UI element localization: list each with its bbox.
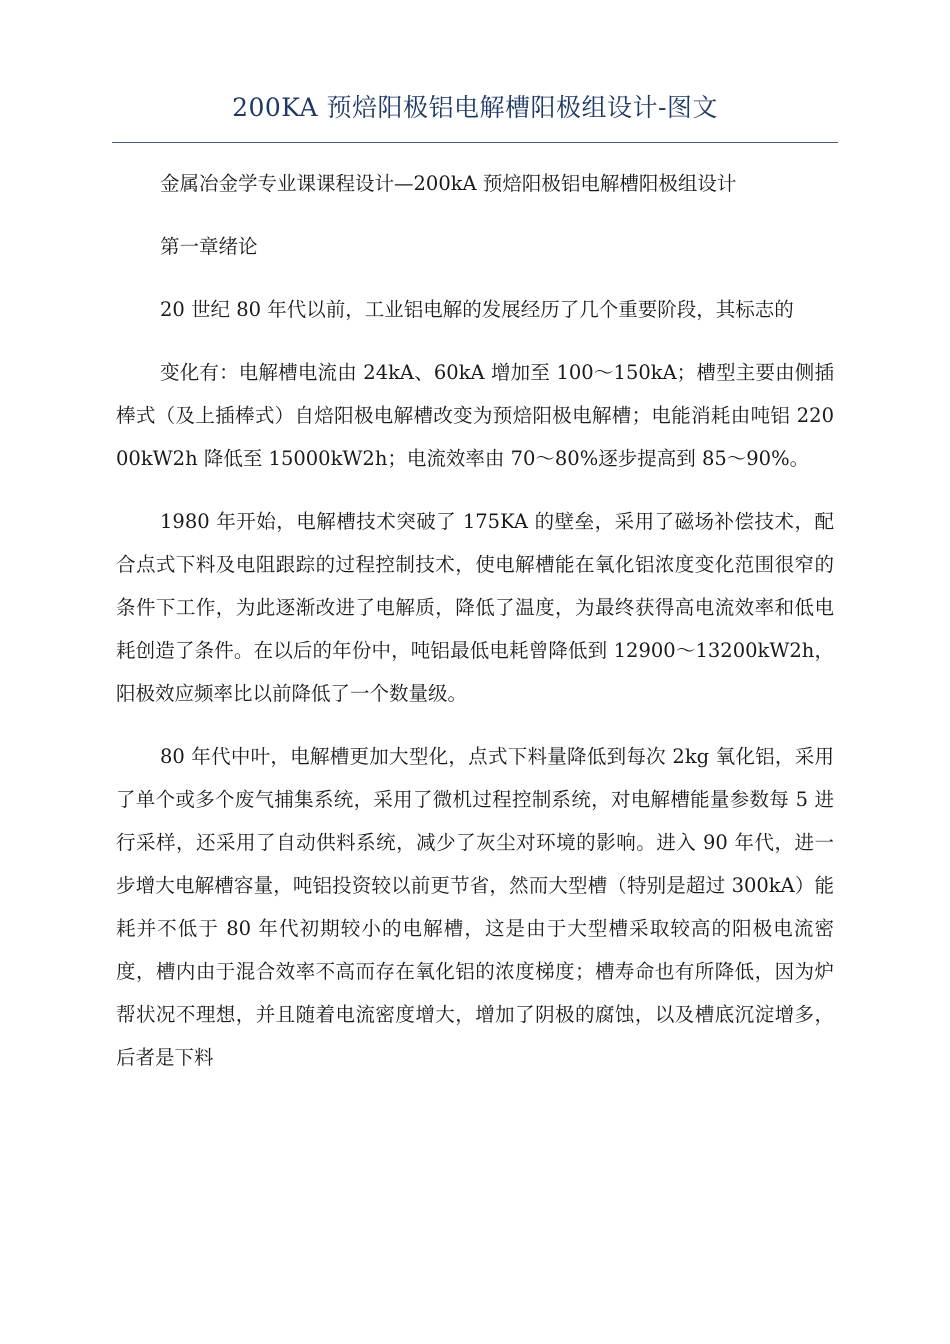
paragraph: 1980 年开始，电解槽技术突破了 175KA 的壁垒，采用了磁场补偿技术，配合点式下料及电阻跟踪的过程控制技术，使电解槽能在氧化铝浓度变化范围很窄的条件下工作，为此逐渐改进了电解质，降低了温度，为最终获得高电流效率和低电耗创造了条件。在以后的年份中，吨铝最低电耗曾降低到 12900～13200kW2h，阳极效应频率比以前降低了一个数量级。 <box>116 510 834 705</box>
paragraph-course-heading: 金属冶金学专业课课程设计—200kA 预焙阳极铝电解槽阳极组设计 <box>160 172 737 195</box>
paragraph: 80 年代中叶，电解槽更加大型化，点式下料量降低到每次 2kg 氧化铝，采用了单个或多个废气捕集系统，采用了微机过程控制系统，对电解槽能量参数每 5 进行采样，还采用了自动供料系统，减少了灰尘对环境的影响。进入 90 年代，进一步增大电解槽容量，吨铝投资较以前更节省，然而大型槽（特别是超过 300kA）能耗并不低于 80 年代初期较小的电解槽，这是由于大型槽采取较高的阳极电流密度，槽内由于混合效率不高而存在氧化铝的浓度梯度；槽寿命也有所降低，因为炉帮状况不理想，并且随着电流密度增大，增加了阴极的腐蚀，以及槽底沉淀增多，后者是下料 <box>116 745 834 1069</box>
page-title: 200KA 预焙阳极铝电解槽阳极组设计-图文 <box>232 93 718 122</box>
document-body <box>116 162 834 1099</box>
title-divider <box>112 142 838 143</box>
paragraph: 变化有：电解槽电流由 24kA、60kA 增加至 100～150kA；槽型主要由侧插棒式（及上插棒式）自焙阳极电解槽改变为预焙阳极电解槽；电能消耗由吨铝 22000kW2h 降低至 15000kW2h；电流效率由 70～80%逐步提高到 85～90%。 <box>116 361 834 470</box>
paragraph: 20 世纪 80 年代以前，工业铝电解的发展经历了几个重要阶段，其标志的 <box>160 298 794 321</box>
paragraph-chapter-heading: 第一章绪论 <box>160 235 258 258</box>
